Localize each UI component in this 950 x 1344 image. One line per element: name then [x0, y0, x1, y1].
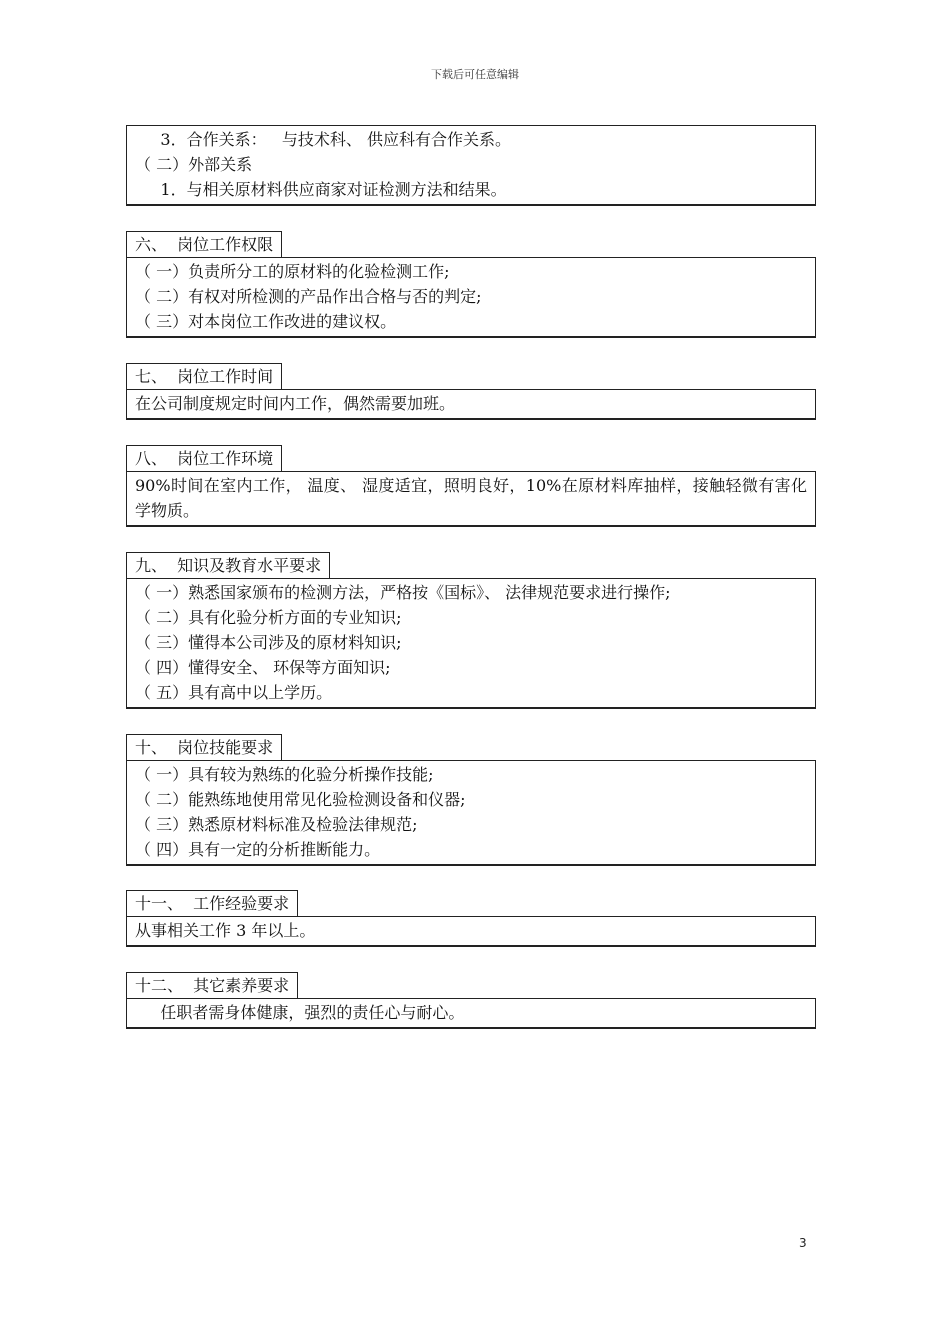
text-line: （ 四）具有一定的分析推断能力。: [135, 840, 381, 859]
text-line: （ 三）懂得本公司涉及的原材料知识;: [135, 633, 402, 652]
section-skills: [126, 734, 816, 866]
section-education-box: [126, 578, 816, 709]
section-education: [126, 552, 816, 709]
section-experience: [126, 890, 816, 947]
section-title: 八、 岗位工作环境: [126, 445, 282, 471]
text-line: 在公司制度规定时间内工作，偶然需要加班。: [135, 394, 456, 413]
page-number: 3: [799, 1236, 807, 1250]
text-line: 1．与相关原材料供应商家对证检测方法和结果。: [135, 180, 507, 199]
text-line: （ 三）熟悉原材料标准及检验法律规范;: [135, 815, 418, 834]
text-line: （ 二）有权对所检测的产品作出合格与否的判定;: [135, 287, 482, 306]
text-paragraph: 90%时间在室内工作， 温度、 湿度适宜，照明良好，10%在原材料库抽样，接触轻微有害化学物质。: [135, 476, 807, 520]
section-title: 十、 岗位技能要求: [126, 734, 282, 760]
text-line: （ 二）能熟练地使用常见化验检测设备和仪器;: [135, 790, 466, 809]
section-skills-box: [126, 760, 816, 866]
text-line: 任职者需身体健康，强烈的责任心与耐心。: [135, 1003, 465, 1022]
section-relations-box: [126, 125, 816, 206]
section-work-time-box: [126, 389, 816, 420]
text-line: 3．合作关系： 与技术科、 供应科有合作关系。: [135, 130, 511, 149]
text-line: （ 一）具有较为熟练的化验分析操作技能;: [135, 765, 434, 784]
page-header-note: 下载后可任意编辑: [431, 68, 519, 81]
text-line: （ 二）具有化验分析方面的专业知识;: [135, 608, 402, 627]
section-authority-box: [126, 257, 816, 338]
section-title: 六、 岗位工作权限: [126, 231, 282, 257]
text-line: （ 五）具有高中以上学历。: [135, 683, 333, 702]
section-work-time: [126, 363, 816, 420]
section-qualities: [126, 972, 816, 1029]
section-title: 十二、 其它素养要求: [126, 972, 298, 998]
text-line: （ 三）对本岗位工作改进的建议权。: [135, 312, 397, 331]
text-line: 从事相关工作 3 年以上。: [135, 921, 316, 940]
text-line: （ 二）外部关系: [135, 155, 253, 174]
section-relations: [126, 125, 816, 206]
section-title: 七、 岗位工作时间: [126, 363, 282, 389]
section-authority: [126, 231, 816, 338]
section-title: 九、 知识及教育水平要求: [126, 552, 330, 578]
section-title: 十一、 工作经验要求: [126, 890, 298, 916]
text-line: （ 一）负责所分工的原材料的化验检测工作;: [135, 262, 450, 281]
section-environment: [126, 445, 816, 527]
text-line: （ 一）熟悉国家颁布的检测方法，严格按《国标》、 法律规范要求进行操作;: [135, 583, 671, 602]
section-qualities-box: [126, 998, 816, 1029]
section-experience-box: [126, 916, 816, 947]
section-environment-box: [126, 471, 816, 527]
text-line: （ 四）懂得安全、 环保等方面知识;: [135, 658, 391, 677]
